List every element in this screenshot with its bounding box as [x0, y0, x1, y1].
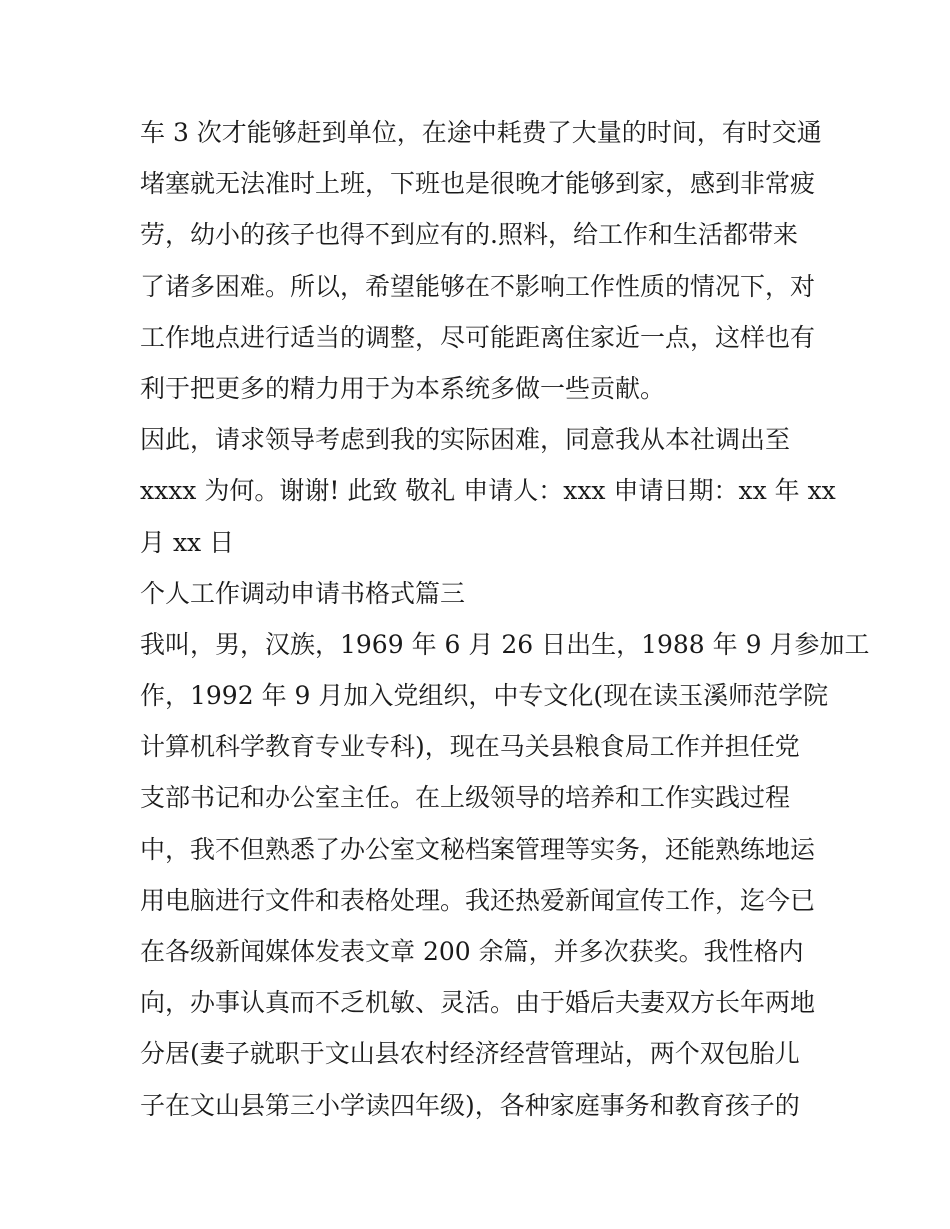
document-body — [140, 107, 870, 1131]
text-line: 分居(妻子就职于文山县农村经济经营管理站，两个双包胎儿 — [140, 1039, 800, 1069]
text-line: 作，1992 年 9 月加入党组织，中专文化(现在读玉溪师范学院 — [140, 681, 829, 711]
text-line: 车 3 次才能够赶到单位，在途中耗费了大量的时间，有时交通 — [140, 118, 822, 147]
text-line: 子在文山县第三小学读四年级)，各种家庭事务和教育孩子的 — [140, 1090, 800, 1120]
text-line: 因此，请求领导考虑到我的实际困难，同意我从本社调出至 — [140, 425, 791, 455]
text-line: 利于把更多的精力用于为本系统多做一些贡献。 — [140, 373, 666, 403]
text-line: 了诸多困难。所以，希望能够在不影响工作性质的情况下，对 — [140, 271, 816, 301]
text-line: 计算机科学教育专业专科)，现在马关县粮食局工作并担任党 — [140, 732, 800, 762]
text-line: 向，办事认真而不乏机敏、灵活。由于婚后夫妻双方长年两地 — [140, 988, 816, 1018]
text-line: 在各级新闻媒体发表文章 200 余篇，并多次获奖。我性格内 — [140, 937, 804, 966]
text-line: 月 xx 日 — [140, 527, 235, 557]
text-line: 工作地点进行适当的调整，尽可能距离住家近一点，这样也有 — [140, 322, 816, 352]
text-line: 用电脑进行文件和表格处理。我还热爱新闻宣传工作，迄今已 — [140, 885, 816, 915]
text-line: 堵塞就无法准时上班，下班也是很晚才能够到家，感到非常疲 — [140, 169, 816, 199]
text-line: 中，我不但熟悉了办公室文秘档案管理等实务，还能熟练地运 — [140, 834, 816, 864]
text-line: 我叫，男，汉族，1969 年 6 月 26 日出生，1988 年 9 月参加工 — [140, 629, 870, 659]
text-line: xxxx 为何。谢谢! 此致 敬礼 申请人：xxx 申请日期：xx 年 xx — [140, 476, 836, 506]
text-line: 支部书记和办公室主任。在上级领导的培养和工作实践过程 — [140, 783, 791, 813]
text-line: 劳，幼小的孩子也得不到应有的.照料，给工作和生活都带来 — [140, 220, 798, 250]
section-heading: 个人工作调动申请书格式篇三 — [140, 578, 466, 608]
